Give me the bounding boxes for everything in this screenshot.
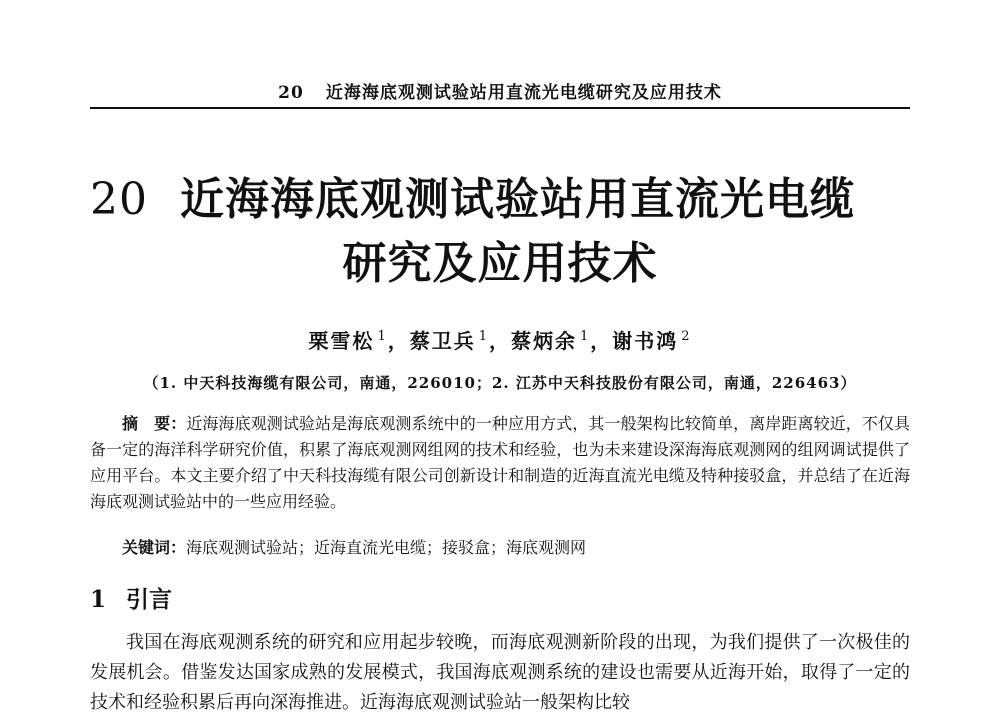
running-head-number: 20 — [278, 83, 304, 103]
paper-title-line1 — [90, 163, 910, 227]
section-number: 1 — [90, 586, 107, 613]
header-rule — [90, 107, 910, 109]
abstract-text: 近海海底观测试验站是海底观测系统中的一种应用方式，其一般架构比较简单，离岸距离较近，不仅具备一定的海洋科学研究价值，积累了海底观测网组网的技术和经验，也为未来建设深海海底观测网的组网调试提供了应用平台。本文主要介绍了中天科技海缆有限公司创新设计和制造的近海直流光电缆及特种接驳盒，并总结了在近海海底观测试验站中的一些应用经验。 — [90, 414, 910, 511]
author-affil-mark: 1 — [580, 329, 591, 345]
author-affil-mark: 2 — [681, 329, 692, 345]
author-affil-mark: 1 — [478, 329, 489, 345]
body-paragraph: 我国在海底观测系统的研究和应用起步较晚，而海底观测新阶段的出现，为我们提供了一次极佳的发展机会。借鉴发达国家成熟的发展模式，我国海底观测系统的建设也需要从近海开始，取得了一定的技术和经验积累后再向深海推进。近海海底观测试验站一般架构比较 — [90, 632, 910, 713]
section-title: 引言 — [126, 586, 173, 613]
author: 蔡卫兵 — [409, 329, 476, 353]
keywords-text: 海底观测试验站；近海直流光电缆；接驳盒；海底观测网 — [186, 538, 587, 557]
author: 谢书鸿 — [612, 329, 679, 353]
section-heading — [90, 581, 172, 614]
abstract — [90, 411, 910, 515]
running-head — [0, 78, 1000, 103]
author-list — [0, 325, 1000, 354]
author: 蔡炳余 — [511, 329, 577, 353]
abstract-label: 摘 要： — [122, 414, 187, 433]
author-separator: ， — [489, 329, 511, 353]
title-text-line1: 近海海底观测试验站用直流光电缆 — [180, 174, 855, 225]
affiliations: （1. 中天科技海缆有限公司，南通，226010；2. 江苏中天科技股份有限公司，南通，226463） — [143, 374, 857, 392]
author: 栗雪松 — [308, 329, 375, 353]
keywords-label: 关键词： — [122, 538, 187, 557]
running-head-title: 近海海底观测试验站用直流光电缆研究及应用技术 — [325, 83, 722, 103]
paper-title-line2: 研究及应用技术 — [342, 238, 658, 289]
keywords — [90, 535, 910, 561]
author-separator: ， — [387, 329, 410, 353]
chapter-number: 20 — [90, 174, 148, 225]
author-affil-mark: 1 — [377, 329, 388, 345]
author-separator: ， — [590, 329, 613, 353]
